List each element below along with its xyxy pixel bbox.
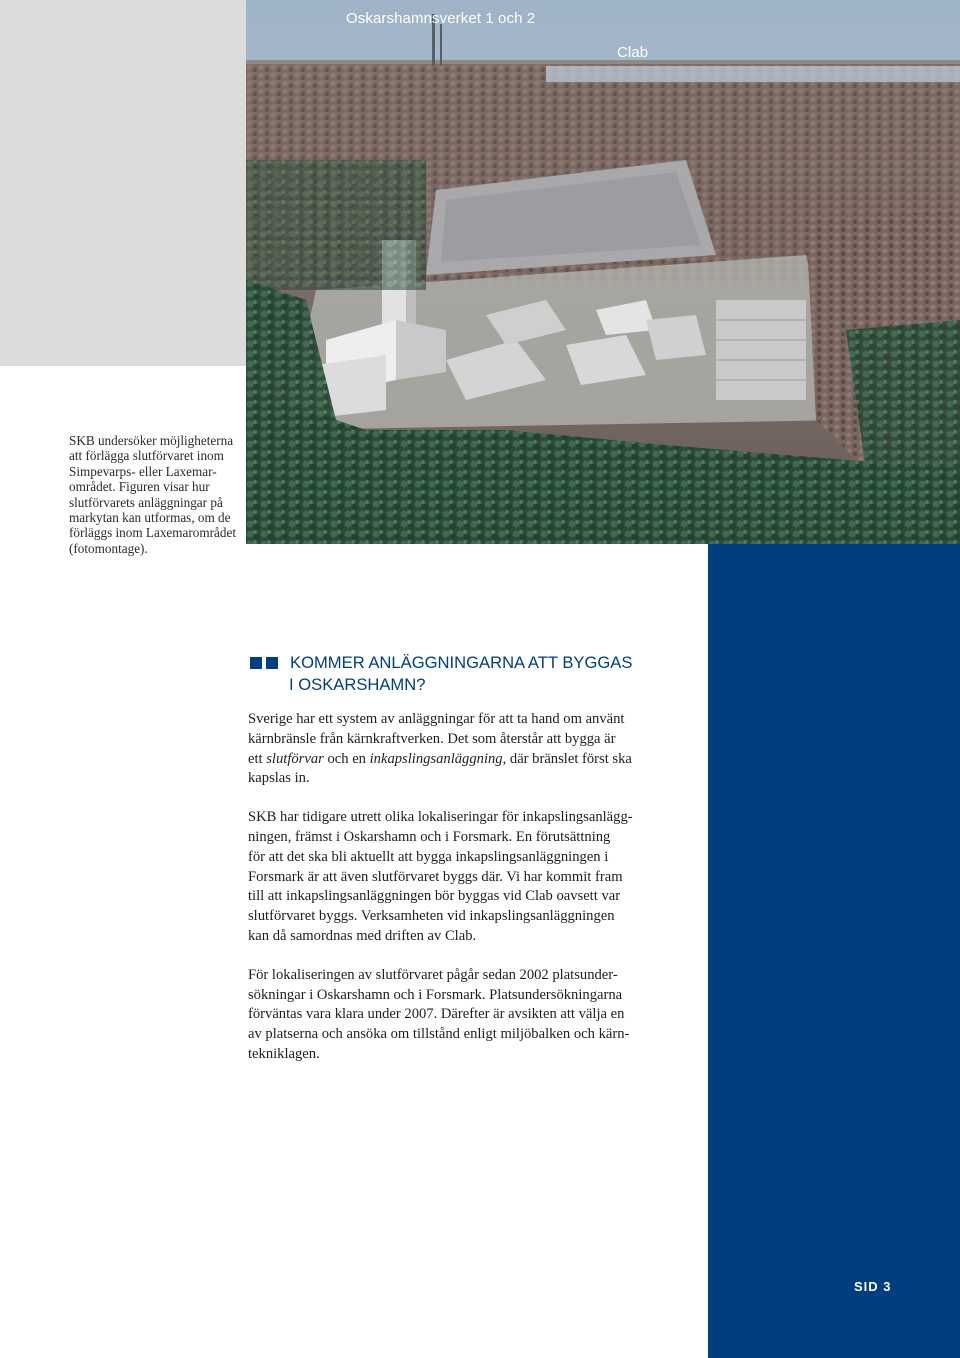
paragraph-line: För lokaliseringen av slutförvaret pågår sedan 2002 platsunder-	[248, 966, 618, 983]
paragraph-line: kärnbränsle från kärnkraftverken. Det som återstår att bygga är	[248, 730, 616, 747]
caption-line: området. Figuren visar hur	[69, 479, 210, 495]
paragraph-line: till att inkapslingsanläggningen bör byggas vid Clab oavsett var	[248, 888, 621, 905]
paragraph-line: Forsmark är att även slutförvaret byggs där. Vi har kommit fram	[248, 868, 623, 885]
caption-line: Simpevarps- eller Laxemar-	[69, 463, 217, 479]
paragraph-1	[248, 710, 698, 789]
paragraph-line: av platserna och ansöka om tillstånd enligt miljöbalken och kärn-	[248, 1026, 630, 1043]
paragraph-line: sökningar i Oskarshamn och i Forsmark. Platsundersökningarna	[248, 986, 623, 1003]
caption-gray-panel	[0, 0, 246, 366]
photo-caption	[69, 433, 244, 556]
paragraph-2	[248, 808, 698, 947]
paragraph-line: för att det ska bli aktuellt att bygga inkapslingsanläggningen i	[248, 848, 609, 865]
aerial-photomontage	[246, 0, 960, 544]
paragraph-line: tekniklagen.	[248, 1045, 320, 1062]
paragraph-line: Sverige har ett system av anläggningar för att ta hand om använt	[248, 711, 625, 727]
body-text	[248, 710, 698, 1084]
paragraph-3	[248, 966, 698, 1065]
heading-squares-icon	[250, 656, 282, 674]
paragraph-line: förväntas vara klara under 2007. Därefter är avsikten att välja en	[248, 1006, 625, 1023]
term-slutforvar: slutförvar	[266, 750, 324, 767]
paragraph-line: SKB har tidigare utrett olika lokaliseringar för inkapslingsanlägg-	[248, 809, 633, 826]
paragraph-line: kan då samordnas med driften av Clab.	[248, 927, 477, 944]
section-heading	[250, 652, 710, 696]
term-inkapslingsanlaggning: inkapslingsanläggning	[369, 750, 503, 767]
heading-line-1: KOMMER ANLÄGGNINGARNA ATT BYGGAS	[290, 653, 633, 672]
caption-line: slutförvarets anläggningar på	[69, 494, 223, 510]
brand-blue-column	[708, 544, 960, 1358]
caption-line: förläggs inom Laxemarområdet	[69, 525, 236, 541]
photo-label-oskarshamnsverket: Oskarshamnsverket 1 och 2	[346, 10, 536, 27]
caption-line: (fotomontage).	[69, 540, 148, 556]
heading-title	[290, 652, 710, 696]
page-number: SID 3	[854, 1279, 892, 1294]
caption-line: SKB undersöker möjligheterna	[69, 433, 234, 448]
paragraph-line: slutförvaret byggs. Verksamheten vid inkapslingsanläggningen	[248, 908, 615, 925]
photo-label-clab: Clab	[617, 44, 649, 61]
caption-line: markytan kan utformas, om de	[69, 510, 231, 526]
paragraph-line: ningen, främst i Oskarshamn och i Forsmark. En förutsättning	[248, 828, 611, 845]
caption-line: att förlägga slutförvaret inom	[69, 448, 224, 464]
paragraph-line: kapslas in.	[248, 770, 310, 787]
heading-line-2: I OSKARSHAMN?	[289, 675, 426, 694]
paragraph-line: ett slutförvar och en inkapslingsanläggning, där bränslet först ska	[248, 750, 632, 767]
